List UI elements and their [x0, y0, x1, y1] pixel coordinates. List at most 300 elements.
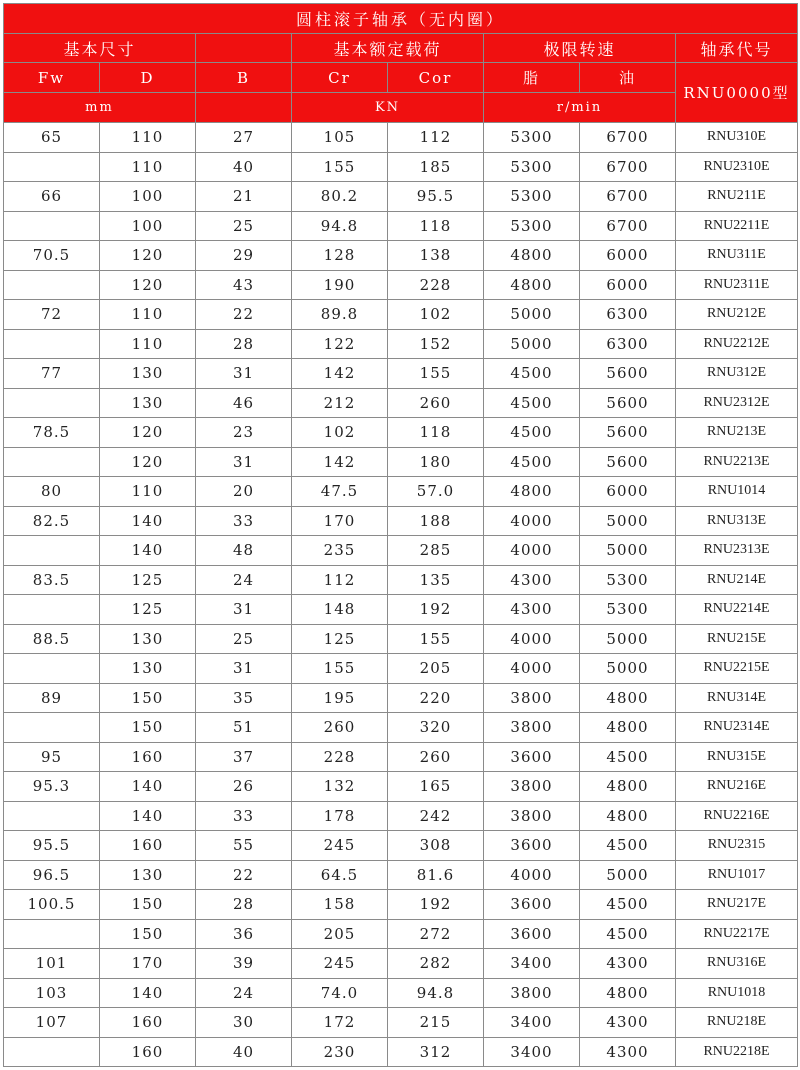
cell-b: 21	[196, 182, 292, 212]
cell-fw	[4, 447, 100, 477]
cell-cor: 260	[388, 742, 484, 772]
cell-b: 48	[196, 536, 292, 566]
cell-d: 130	[100, 359, 196, 389]
cell-code: RNU2211E	[676, 211, 798, 241]
cell-b: 24	[196, 978, 292, 1008]
cell-grease: 5300	[484, 152, 580, 182]
cell-cor: 155	[388, 624, 484, 654]
table-row	[4, 477, 798, 507]
table-row	[4, 388, 798, 418]
cell-d: 140	[100, 801, 196, 831]
cell-grease: 5300	[484, 123, 580, 153]
cell-oil: 6000	[580, 270, 676, 300]
cell-fw: 95.5	[4, 831, 100, 861]
cell-d: 160	[100, 1037, 196, 1067]
cell-d: 130	[100, 388, 196, 418]
cell-d: 110	[100, 152, 196, 182]
cell-b: 36	[196, 919, 292, 949]
cell-d: 100	[100, 182, 196, 212]
cell-b: 31	[196, 595, 292, 625]
cell-fw	[4, 654, 100, 684]
cell-d: 120	[100, 270, 196, 300]
cell-grease: 4500	[484, 359, 580, 389]
cell-grease: 4500	[484, 447, 580, 477]
cell-grease: 3600	[484, 742, 580, 772]
col-header-oil: 油	[580, 63, 676, 93]
cell-d: 120	[100, 418, 196, 448]
cell-cr: 47.5	[292, 477, 388, 507]
table-header	[4, 4, 798, 123]
cell-d: 120	[100, 241, 196, 271]
cell-oil: 5600	[580, 447, 676, 477]
cell-fw	[4, 801, 100, 831]
table-row	[4, 595, 798, 625]
cell-fw: 77	[4, 359, 100, 389]
cell-b: 29	[196, 241, 292, 271]
cell-b: 55	[196, 831, 292, 861]
cell-b: 26	[196, 772, 292, 802]
cell-cr: 112	[292, 565, 388, 595]
cell-grease: 3800	[484, 713, 580, 743]
table-title: 圆柱滚子轴承（无内圈）	[4, 4, 798, 34]
cell-code: RNU311E	[676, 241, 798, 271]
cell-grease: 3600	[484, 919, 580, 949]
bearing-spec-table	[3, 3, 798, 1067]
cell-d: 150	[100, 919, 196, 949]
cell-code: RNU2213E	[676, 447, 798, 477]
cell-code: RNU310E	[676, 123, 798, 153]
cell-oil: 4800	[580, 713, 676, 743]
cell-b: 33	[196, 506, 292, 536]
cell-grease: 5000	[484, 300, 580, 330]
cell-oil: 5600	[580, 359, 676, 389]
cell-b: 27	[196, 123, 292, 153]
cell-oil: 4300	[580, 949, 676, 979]
cell-code: RNU217E	[676, 890, 798, 920]
cell-oil: 6700	[580, 182, 676, 212]
cell-b: 28	[196, 890, 292, 920]
cell-oil: 6700	[580, 123, 676, 153]
cell-grease: 4000	[484, 536, 580, 566]
cell-cor: 320	[388, 713, 484, 743]
cell-d: 140	[100, 772, 196, 802]
cell-grease: 4000	[484, 860, 580, 890]
cell-cr: 228	[292, 742, 388, 772]
cell-cr: 235	[292, 536, 388, 566]
cell-oil: 5000	[580, 536, 676, 566]
cell-cor: 312	[388, 1037, 484, 1067]
unit-rpm: r/min	[484, 93, 676, 123]
cell-fw	[4, 919, 100, 949]
cell-fw: 82.5	[4, 506, 100, 536]
cell-code: RNU2315	[676, 831, 798, 861]
cell-cr: 155	[292, 152, 388, 182]
cell-grease: 4000	[484, 654, 580, 684]
cell-grease: 3400	[484, 949, 580, 979]
table-row	[4, 713, 798, 743]
col-header-cor: Cor	[388, 63, 484, 93]
cell-b: 25	[196, 624, 292, 654]
cell-oil: 6300	[580, 329, 676, 359]
cell-b: 46	[196, 388, 292, 418]
cell-cor: 228	[388, 270, 484, 300]
cell-cor: 282	[388, 949, 484, 979]
cell-cr: 142	[292, 447, 388, 477]
cell-cr: 245	[292, 831, 388, 861]
table-row	[4, 359, 798, 389]
cell-oil: 4800	[580, 978, 676, 1008]
cell-d: 160	[100, 831, 196, 861]
cell-fw	[4, 1037, 100, 1067]
cell-d: 120	[100, 447, 196, 477]
cell-code: RNU218E	[676, 1008, 798, 1038]
cell-d: 160	[100, 742, 196, 772]
cell-cr: 172	[292, 1008, 388, 1038]
cell-cor: 215	[388, 1008, 484, 1038]
table-row	[4, 624, 798, 654]
table-row	[4, 1037, 798, 1067]
table-row	[4, 123, 798, 153]
cell-code: RNU2214E	[676, 595, 798, 625]
cell-cor: 272	[388, 919, 484, 949]
cell-d: 150	[100, 683, 196, 713]
cell-b: 40	[196, 152, 292, 182]
cell-code: RNU211E	[676, 182, 798, 212]
cell-cr: 128	[292, 241, 388, 271]
cell-b: 22	[196, 300, 292, 330]
cell-code: RNU214E	[676, 565, 798, 595]
cell-oil: 4500	[580, 890, 676, 920]
table-row	[4, 211, 798, 241]
cell-d: 160	[100, 1008, 196, 1038]
cell-cor: 81.6	[388, 860, 484, 890]
cell-cr: 80.2	[292, 182, 388, 212]
cell-code: RNU2216E	[676, 801, 798, 831]
cell-cr: 158	[292, 890, 388, 920]
cell-cor: 112	[388, 123, 484, 153]
table-row	[4, 241, 798, 271]
cell-d: 140	[100, 978, 196, 1008]
cell-fw: 66	[4, 182, 100, 212]
cell-cr: 102	[292, 418, 388, 448]
cell-code: RNU215E	[676, 624, 798, 654]
cell-cr: 205	[292, 919, 388, 949]
cell-fw: 96.5	[4, 860, 100, 890]
cell-fw: 78.5	[4, 418, 100, 448]
cell-cor: 165	[388, 772, 484, 802]
cell-b: 35	[196, 683, 292, 713]
cell-b: 23	[196, 418, 292, 448]
cell-fw: 95	[4, 742, 100, 772]
table-row	[4, 831, 798, 861]
cell-b: 28	[196, 329, 292, 359]
cell-grease: 3800	[484, 801, 580, 831]
cell-d: 110	[100, 123, 196, 153]
cell-d: 100	[100, 211, 196, 241]
cell-cor: 192	[388, 595, 484, 625]
cell-code: RNU315E	[676, 742, 798, 772]
table-row	[4, 329, 798, 359]
cell-code: RNU316E	[676, 949, 798, 979]
cell-b: 51	[196, 713, 292, 743]
cell-cr: 125	[292, 624, 388, 654]
cell-oil: 6700	[580, 152, 676, 182]
group-bearing-code: 轴承代号	[676, 34, 798, 63]
cell-cr: 122	[292, 329, 388, 359]
col-header-fw: Fw	[4, 63, 100, 93]
group-limiting-speed: 极限转速	[484, 34, 676, 63]
col-header-d: D	[100, 63, 196, 93]
table-row	[4, 801, 798, 831]
table-row	[4, 418, 798, 448]
cell-oil: 5000	[580, 860, 676, 890]
cell-code: RNU1017	[676, 860, 798, 890]
cell-d: 130	[100, 860, 196, 890]
cell-code: RNU2215E	[676, 654, 798, 684]
cell-code: RNU2310E	[676, 152, 798, 182]
cell-fw: 89	[4, 683, 100, 713]
cell-b: 22	[196, 860, 292, 890]
cell-oil: 4800	[580, 801, 676, 831]
table-row	[4, 949, 798, 979]
cell-cr: 155	[292, 654, 388, 684]
cell-fw: 80	[4, 477, 100, 507]
cell-cr: 190	[292, 270, 388, 300]
cell-d: 150	[100, 890, 196, 920]
col-header-code-type: RNU0000型	[676, 63, 798, 123]
table-row	[4, 152, 798, 182]
cell-cr: 74.0	[292, 978, 388, 1008]
cell-b: 40	[196, 1037, 292, 1067]
cell-oil: 5600	[580, 418, 676, 448]
cell-code: RNU313E	[676, 506, 798, 536]
cell-b: 25	[196, 211, 292, 241]
cell-fw	[4, 595, 100, 625]
cell-b: 43	[196, 270, 292, 300]
cell-cr: 260	[292, 713, 388, 743]
cell-grease: 4000	[484, 624, 580, 654]
cell-d: 170	[100, 949, 196, 979]
table-body	[4, 123, 798, 1067]
table-row	[4, 772, 798, 802]
cell-grease: 5300	[484, 211, 580, 241]
cell-cor: 118	[388, 211, 484, 241]
cell-b: 33	[196, 801, 292, 831]
cell-oil: 5000	[580, 506, 676, 536]
cell-cr: 212	[292, 388, 388, 418]
cell-d: 140	[100, 536, 196, 566]
cell-cr: 89.8	[292, 300, 388, 330]
cell-fw: 72	[4, 300, 100, 330]
cell-grease: 3400	[484, 1008, 580, 1038]
cell-grease: 4500	[484, 388, 580, 418]
table-row	[4, 300, 798, 330]
table-row	[4, 1008, 798, 1038]
cell-cor: 308	[388, 831, 484, 861]
cell-d: 150	[100, 713, 196, 743]
table-row	[4, 742, 798, 772]
cell-fw	[4, 329, 100, 359]
cell-d: 110	[100, 300, 196, 330]
cell-d: 125	[100, 565, 196, 595]
cell-code: RNU2311E	[676, 270, 798, 300]
cell-code: RNU2312E	[676, 388, 798, 418]
cell-cr: 94.8	[292, 211, 388, 241]
cell-cr: 170	[292, 506, 388, 536]
cell-code: RNU312E	[676, 359, 798, 389]
cell-cr: 132	[292, 772, 388, 802]
cell-code: RNU2212E	[676, 329, 798, 359]
cell-code: RNU213E	[676, 418, 798, 448]
cell-cor: 95.5	[388, 182, 484, 212]
cell-cr: 195	[292, 683, 388, 713]
cell-fw: 83.5	[4, 565, 100, 595]
cell-grease: 4800	[484, 477, 580, 507]
cell-code: RNU2313E	[676, 536, 798, 566]
cell-oil: 4300	[580, 1008, 676, 1038]
cell-cor: 102	[388, 300, 484, 330]
unit-kn: KN	[292, 93, 484, 123]
cell-fw: 95.3	[4, 772, 100, 802]
cell-code: RNU212E	[676, 300, 798, 330]
group-basic-load-rating: 基本额定载荷	[292, 34, 484, 63]
cell-cr: 178	[292, 801, 388, 831]
cell-cor: 57.0	[388, 477, 484, 507]
col-header-b: B	[196, 63, 292, 93]
cell-oil: 6000	[580, 241, 676, 271]
cell-cor: 138	[388, 241, 484, 271]
cell-cor: 118	[388, 418, 484, 448]
cell-cor: 220	[388, 683, 484, 713]
cell-code: RNU314E	[676, 683, 798, 713]
cell-grease: 3400	[484, 1037, 580, 1067]
cell-oil: 5300	[580, 565, 676, 595]
cell-code: RNU1014	[676, 477, 798, 507]
cell-cr: 230	[292, 1037, 388, 1067]
table-row	[4, 536, 798, 566]
cell-grease: 5000	[484, 329, 580, 359]
cell-code: RNU2218E	[676, 1037, 798, 1067]
cell-grease: 3800	[484, 978, 580, 1008]
cell-oil: 4500	[580, 742, 676, 772]
cell-grease: 3800	[484, 772, 580, 802]
cell-fw: 65	[4, 123, 100, 153]
cell-cor: 155	[388, 359, 484, 389]
cell-oil: 6300	[580, 300, 676, 330]
cell-grease: 4800	[484, 270, 580, 300]
cell-b: 31	[196, 654, 292, 684]
table-row	[4, 860, 798, 890]
table-row	[4, 919, 798, 949]
cell-d: 110	[100, 477, 196, 507]
cell-cr: 105	[292, 123, 388, 153]
group-blank	[196, 34, 292, 63]
cell-fw	[4, 152, 100, 182]
cell-code: RNU216E	[676, 772, 798, 802]
col-header-cr: Cr	[292, 63, 388, 93]
cell-fw: 70.5	[4, 241, 100, 271]
cell-b: 37	[196, 742, 292, 772]
cell-cor: 180	[388, 447, 484, 477]
cell-grease: 4300	[484, 595, 580, 625]
cell-fw: 107	[4, 1008, 100, 1038]
cell-grease: 3600	[484, 890, 580, 920]
cell-code: RNU1018	[676, 978, 798, 1008]
cell-grease: 4800	[484, 241, 580, 271]
cell-cor: 185	[388, 152, 484, 182]
cell-oil: 4500	[580, 831, 676, 861]
cell-d: 130	[100, 654, 196, 684]
cell-fw: 88.5	[4, 624, 100, 654]
cell-cor: 260	[388, 388, 484, 418]
col-header-grease: 脂	[484, 63, 580, 93]
table-row	[4, 890, 798, 920]
cell-grease: 3800	[484, 683, 580, 713]
cell-cr: 245	[292, 949, 388, 979]
cell-grease: 4300	[484, 565, 580, 595]
cell-cor: 94.8	[388, 978, 484, 1008]
table-row	[4, 978, 798, 1008]
cell-d: 130	[100, 624, 196, 654]
cell-oil: 4500	[580, 919, 676, 949]
table-row	[4, 182, 798, 212]
table-row	[4, 506, 798, 536]
cell-grease: 3600	[484, 831, 580, 861]
cell-cor: 192	[388, 890, 484, 920]
cell-fw: 103	[4, 978, 100, 1008]
table-row	[4, 447, 798, 477]
cell-cr: 64.5	[292, 860, 388, 890]
cell-b: 20	[196, 477, 292, 507]
cell-cor: 135	[388, 565, 484, 595]
cell-fw	[4, 713, 100, 743]
cell-d: 110	[100, 329, 196, 359]
cell-cor: 242	[388, 801, 484, 831]
cell-fw: 101	[4, 949, 100, 979]
cell-oil: 6000	[580, 477, 676, 507]
cell-oil: 5300	[580, 595, 676, 625]
cell-oil: 4800	[580, 772, 676, 802]
cell-cr: 142	[292, 359, 388, 389]
cell-b: 31	[196, 359, 292, 389]
cell-oil: 4300	[580, 1037, 676, 1067]
cell-cr: 148	[292, 595, 388, 625]
cell-oil: 6700	[580, 211, 676, 241]
cell-oil: 5000	[580, 654, 676, 684]
cell-cor: 205	[388, 654, 484, 684]
cell-b: 30	[196, 1008, 292, 1038]
unit-mm: mm	[4, 93, 196, 123]
cell-b: 31	[196, 447, 292, 477]
cell-grease: 4000	[484, 506, 580, 536]
cell-fw	[4, 536, 100, 566]
cell-fw	[4, 388, 100, 418]
cell-d: 140	[100, 506, 196, 536]
unit-blank	[196, 93, 292, 123]
cell-oil: 5000	[580, 624, 676, 654]
cell-fw: 100.5	[4, 890, 100, 920]
cell-cor: 152	[388, 329, 484, 359]
table-row	[4, 270, 798, 300]
cell-cor: 285	[388, 536, 484, 566]
cell-b: 39	[196, 949, 292, 979]
cell-grease: 4500	[484, 418, 580, 448]
cell-oil: 5600	[580, 388, 676, 418]
cell-cor: 188	[388, 506, 484, 536]
cell-d: 125	[100, 595, 196, 625]
cell-oil: 4800	[580, 683, 676, 713]
cell-code: RNU2217E	[676, 919, 798, 949]
